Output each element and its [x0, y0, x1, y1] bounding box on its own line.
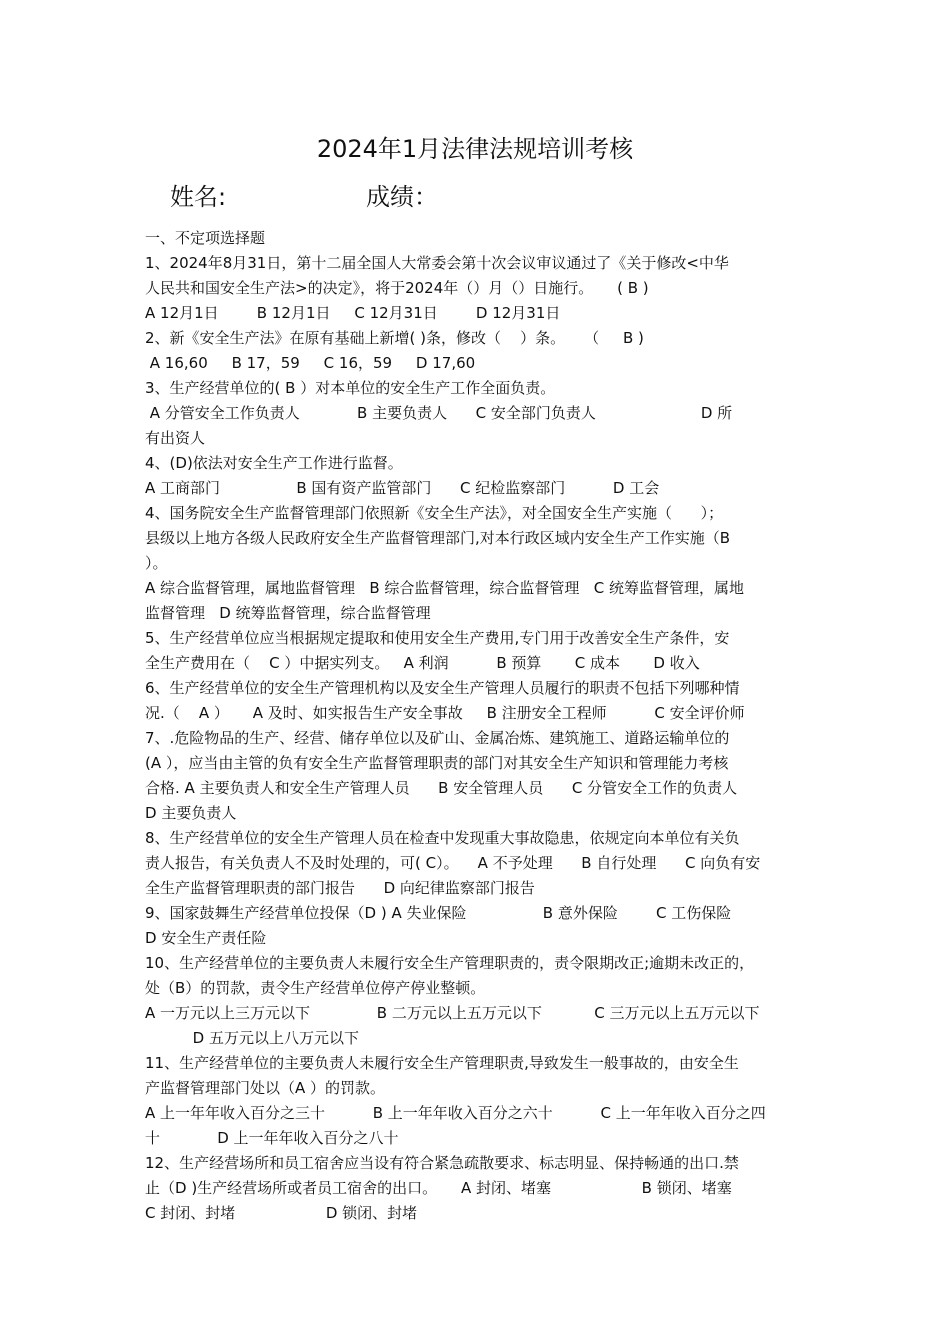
text-line: 全生产监督管理职责的部门报告 D 向纪律监察部门报告: [145, 879, 535, 897]
text-line: 10、生产经营单位的主要负责人未履行安全生产管理职责的，责令限期改正;逾期未改正的，: [145, 954, 755, 972]
text-line: 监督管理 D 统筹监督管理，综合监督管理: [145, 604, 431, 622]
text-line: 全生产费用在（ C ）中据实列支。 A 利润 B 预算 C 成本 D 收入: [145, 654, 700, 672]
text-line: C 封闭、封堵 D 锁闭、封堵: [145, 1204, 418, 1222]
text-line: 11、生产经营单位的主要负责人未履行安全生产管理职责,导致发生一般事故的，由安全生: [145, 1054, 739, 1072]
text-line: A 综合监督管理，属地监督管理 B 综合监督管理，综合监督管理 C 统筹监督管理，属地: [145, 579, 744, 597]
question-body: [145, 226, 809, 1226]
text-line: 责人报告，有关负责人不及时处理的，可( C）。 A 不予处理 B 自行处理 C 向负有安: [145, 854, 761, 872]
text-line: A 上一年年收入百分之三十 B 上一年年收入百分之六十 C 上一年年收入百分之四: [145, 1104, 766, 1122]
text-line: 9、国家鼓舞生产经营单位投保（D ) A 失业保险 B 意外保险 C 工伤保险: [145, 904, 732, 922]
text-line: 5、生产经营单位应当根据规定提取和使用安全生产费用,专门用于改善安全生产条件，安: [145, 629, 730, 647]
text-line: D 五万元以上八万元以下: [145, 1029, 360, 1047]
text-line: 有出资人: [145, 429, 206, 447]
text-line: ）。: [145, 554, 168, 572]
text-line: D 安全生产责任险: [145, 929, 267, 947]
score-label: 成绩：: [366, 183, 438, 211]
text-line: 处（B）的罚款，责令生产经营单位停产停业整顿。: [145, 979, 486, 997]
text-line: 产监督管理部门处以（A ）的罚款。: [145, 1079, 386, 1097]
text-line: (A ），应当由主管的负有安全生产监督管理职责的部门对其安全生产知识和管理能力考核: [145, 754, 729, 772]
page-title: 2024年1月法律法规培训考核: [316, 135, 634, 163]
text-line: 1、2024年8月31日，第十二届全国人大常委会第十次会议审议通过了《关于修改<中华: [145, 254, 729, 272]
text-line: D 主要负责人: [145, 804, 237, 822]
text-line: A 分管安全工作负责人 B 主要负责人 C 安全部门负责人 D 所: [145, 404, 733, 422]
text-line: 12、生产经营场所和员工宿舍应当设有符合紧急疏散要求、标志明显、保持畅通的出口.禁: [145, 1154, 739, 1172]
text-line: 县级以上地方各级人民政府安全生产监督管理部门,对本行政区域内安全生产工作实施（B: [145, 529, 731, 547]
name-label: 姓名:: [170, 183, 227, 211]
text-line: 合格. A 主要负责人和安全生产管理人员 B 安全管理人员 C 分管安全工作的负责人: [145, 779, 738, 797]
text-line: 2、新《安全生产法》在原有基础上新增( )条，修改（ ）条。 （ B ): [145, 329, 644, 347]
text-line: A 16,60 B 17，59 C 16，59 D 17,60: [145, 354, 476, 372]
text-line: 况.（ A ） A 及时、如实报告生产安全事故 B 注册安全工程师 C 安全评价师: [145, 704, 745, 722]
text-line: A 12月1日 B 12月1日 C 12月31日 D 12月31日: [145, 304, 561, 322]
text-line: A 一万元以上三万元以下 B 二万元以上五万元以下 C 三万元以上五万元以下: [145, 1004, 760, 1022]
text-line: 8、生产经营单位的安全生产管理人员在检查中发现重大事故隐患，依规定向本单位有关负: [145, 829, 740, 847]
text-line: 4、(D)依法对安全生产工作进行监督。: [145, 454, 403, 472]
text-line: 十 D 上一年年收入百分之八十: [145, 1129, 399, 1147]
text-line: 4、国务院安全生产监督管理部门依照新《安全生产法》，对全国安全生产实施（ ）；: [145, 504, 724, 522]
text-line: A 工商部门 B 国有资产监管部门 C 纪检监察部门 D 工会: [145, 479, 660, 497]
text-line: 7、.危险物品的生产、经营、储存单位以及矿山、金属冶炼、建筑施工、道路运输单位的: [145, 729, 730, 747]
text-line: 6、生产经营单位的安全生产管理机构以及安全生产管理人员履行的职责不包括下列哪种情: [145, 679, 740, 697]
text-line: 人民共和国安全生产法>的决定》，将于2024年（）月（）日施行。 ( B ): [145, 279, 649, 297]
text-line: 一、不定项选择题: [145, 229, 266, 247]
text-line: 止（D )生产经营场所或者员工宿舍的出口。 A 封闭、堵塞 B 锁闭、堵塞: [145, 1179, 732, 1197]
text-line: 3、生产经营单位的( B ）对本单位的安全生产工作全面负责。: [145, 379, 556, 397]
